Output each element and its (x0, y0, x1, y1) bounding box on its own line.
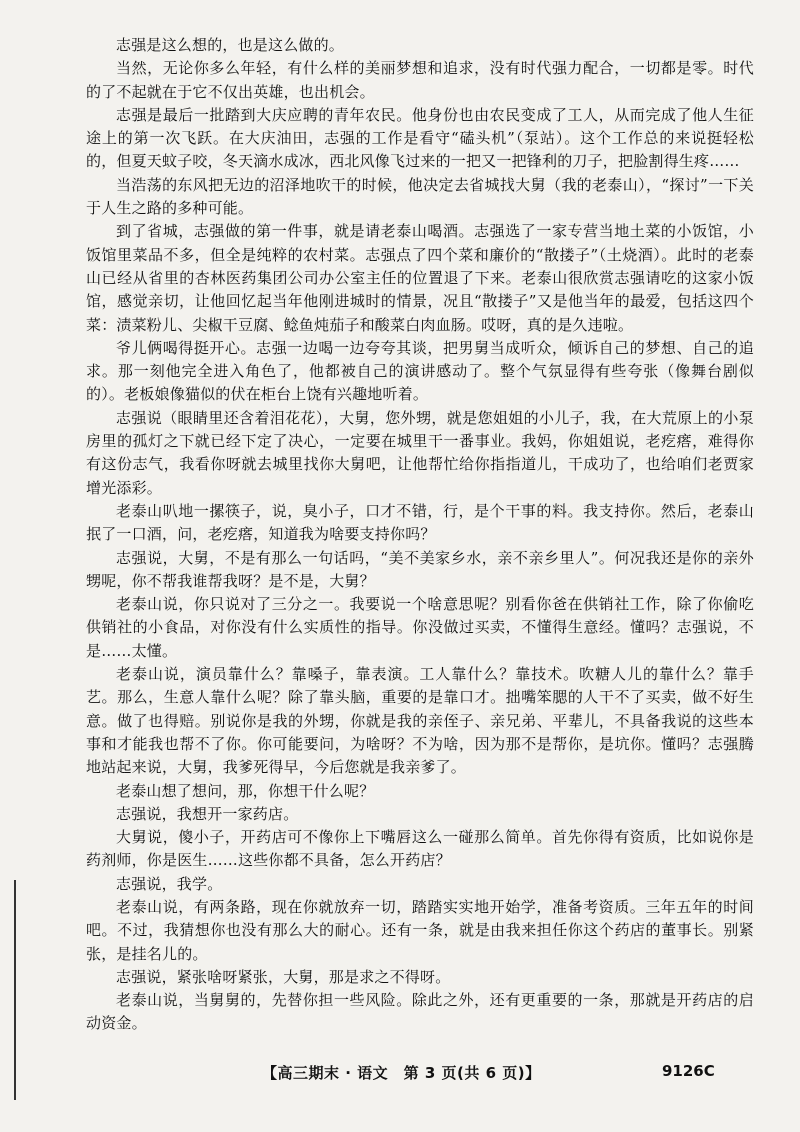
exam-page (86, 34, 754, 1034)
paragraph-11: 老泰山说，演员靠什么？靠嗓子，靠表演。工人靠什么？靠技术。吹糖人儿的靠什么？靠手艺。那么，生意人靠什么呢？除了靠头脑，重要的是靠口才。拙嘴笨腮的人干不了买卖，做不好生意。做了也得赔。别说你是我的外甥，你就是我的亲侄子、亲兄弟、平辈儿，不具备我说的这些本事和才能我也帮不了你。你可能要问，为啥呀？不为啥，因为那不是帮你，是坑你。懂吗？志强腾地站起来说，大舅，我爹死得早，今后您就是我亲爹了。 (86, 665, 754, 777)
footer-code: 9126C (662, 1062, 715, 1080)
paragraph-15: 志强说，我学。 (116, 874, 223, 893)
paragraph-6: 爷儿俩喝得挺开心。志强一边喝一边夸夸其谈，把男舅当成听众，倾诉自己的梦想、自己的追求。那一刻他完全进入角色了，他都被自己的演讲感动了。整个气氛显得有些夸张（像舞台剧似的）。老板娘像猫似的伏在柜台上饶有兴趣地听着。 (86, 338, 754, 404)
paragraph-14: 大舅说，傻小子，开药店可不像你上下嘴唇这么一碰那么简单。首先你得有资质，比如说你是药剂师，你是医生……这些你都不具备，怎么开药店？ (86, 828, 754, 870)
footer-title: 【高三期末 · 语文 第 3 页(共 6 页)】 (262, 1064, 541, 1082)
paragraph-1: 志强是这么想的，也是这么做的。 (116, 36, 345, 54)
paragraph-5: 到了省城，志强做的第一件事，就是请老泰山喝酒。志强选了一家专营当地土菜的小饭馆，小饭馆里菜品不多，但全是纯粹的农村菜。志强点了四个菜和廉价的“散搂子”（土烧酒）。此时的老泰山已经从省里的杏林医药集团公司办公室主任的位置退了下来。老泰山很欣赏志强请吃的这家小饭馆，感觉亲切，让他回忆起当年他刚进城时的情景，况且“散搂子”又是他当年的最爱，包括这四个菜：渍菜粉儿、尖椒干豆腐、鲶鱼炖茄子和酸菜白肉血肠。哎呀，真的是久违啦。 (86, 222, 754, 334)
paragraph-2: 当然，无论你多么年轻，有什么样的美丽梦想和追求，没有时代强力配合，一切都是零。时代的了不起就在于它不仅出英雄，也出机会。 (86, 59, 754, 101)
page-footer (0, 1062, 800, 1092)
paragraph-4: 当浩荡的东风把无边的沼泽地吹干的时候，他决定去省城找大舅（我的老泰山），“探讨”一下关于人生之路的多种可能。 (86, 175, 754, 218)
paragraph-10: 老泰山说，你只说对了三分之一。我要说一个啥意思呢？别看你爸在供销社工作，除了你偷吃供销社的小食品，对你没有什么实质性的指导。你没做过买卖，不懂得生意经。懂吗？志强说，不是……太懂。 (86, 595, 754, 660)
paragraph-16: 老泰山说，有两条路，现在你就放弃一切，踏踏实实地开始学，准备考资质。三年五年的时间吧。不过，我猜想你也没有那么大的耐心。还有一条，就是由我来担任你这个药店的董事长。别紧张，是挂名儿的。 (86, 897, 754, 963)
paragraph-17: 志强说，紧张啥呀紧张，大舅，那是求之不得呀。 (116, 967, 451, 986)
paragraph-7: 志强说（眼睛里还含着泪花花），大舅，您外甥，就是您姐姐的小儿子，我，在大荒原上的小泵房里的孤灯之下就已经下定了决心，一定要在城里干一番事业。我妈，你姐姐说，老疙瘩，难得你有这份志气，我看你呀就去城里找你大舅吧，让他帮忙给你指指道儿，干成功了，也给咱们老贾家增光添彩。 (86, 408, 754, 497)
paragraph-13: 志强说，我想开一家药店。 (116, 804, 299, 823)
paragraph-9: 志强说，大舅，不是有那么一句话吗，“美不美家乡水，亲不亲乡里人”。何况我还是你的亲外甥呢，你不帮我谁帮我呀？是不是，大舅？ (86, 548, 754, 590)
paragraph-18: 老泰山说，当舅舅的，先替你担一些风险。除此之外，还有更重要的一条，那就是开药店的启动资金。 (86, 991, 754, 1033)
paragraph-12: 老泰山想了想问，那，你想干什么呢？ (116, 781, 375, 800)
paragraph-8: 老泰山叭地一摞筷子，说，臭小子，口才不错，行，是个干事的料。我支持你。然后，老泰山抿了一口酒，问，老疙瘩，知道我为啥要支持你吗？ (86, 501, 754, 544)
paragraph-3: 志强是最后一批踏到大庆应聘的青年农民。他身份也由农民变成了工人，从而完成了他人生征途上的第一次飞跃。在大庆油田，志强的工作是看守“磕头机”（泵站）。这个工作总的来说挺轻松的，但夏天蚊子咬，冬天滴水成冰，西北风像飞过来的一把又一把锋利的刀子，把脸割得生疼…… (86, 105, 754, 171)
